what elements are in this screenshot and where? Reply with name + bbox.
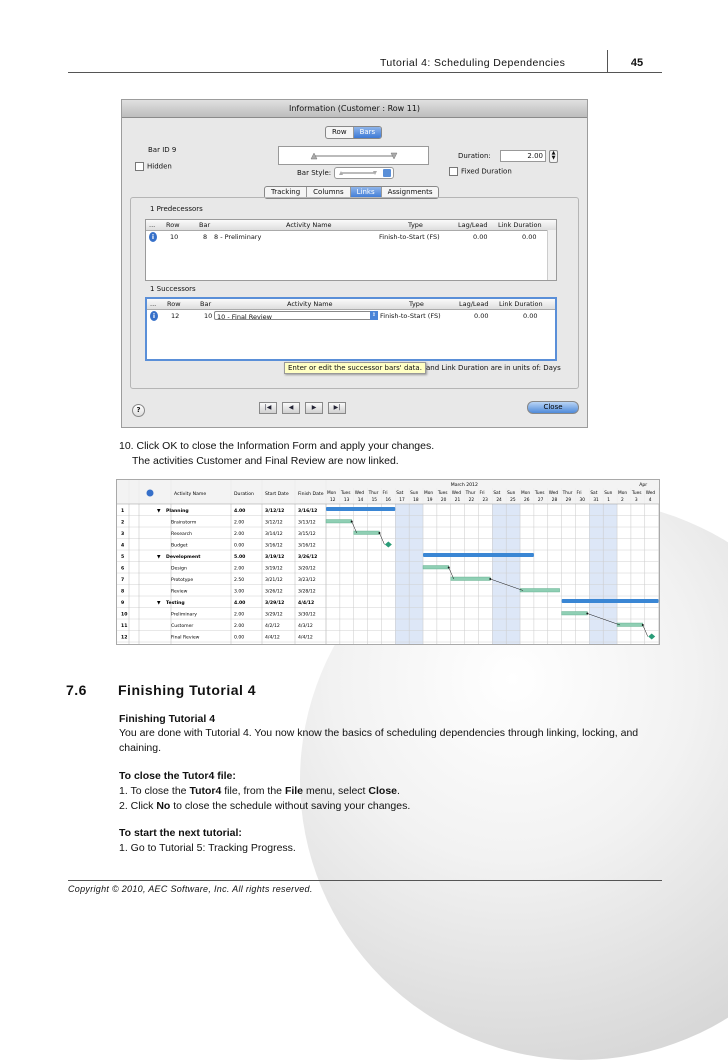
start-cell: 3/29/12 <box>265 612 283 618</box>
info-icon[interactable]: i <box>150 311 158 321</box>
summary-bar <box>326 507 395 511</box>
activity-name: Development <box>166 555 201 560</box>
date-label: 23 <box>482 498 488 503</box>
bar-style-swatch <box>335 168 393 178</box>
date-label: 2 <box>621 498 624 503</box>
cell-bar: 10 <box>204 312 213 320</box>
day-label: Wed <box>354 491 365 496</box>
column-header-duration: Duration <box>234 492 254 497</box>
duration-cell: 3.00 <box>234 589 245 595</box>
finish-cell: 3/23/12 <box>298 578 316 583</box>
bar-preview-graphic <box>279 147 428 164</box>
select-arrows-icon[interactable]: ⇕ <box>371 312 377 318</box>
tab-bars[interactable]: Bars <box>354 127 382 138</box>
start-cell: 3/21/12 <box>265 578 283 583</box>
day-label: Tues <box>534 491 545 496</box>
finish-cell: 3/16/12 <box>298 509 318 514</box>
info-icon[interactable]: i <box>149 232 157 242</box>
cell-lag: 0.00 <box>473 233 488 241</box>
cell-link-duration: 0.00 <box>522 233 537 241</box>
hidden-checkbox-box[interactable] <box>135 162 144 171</box>
text: 2. Click <box>119 800 157 812</box>
row-number: 6 <box>121 566 125 572</box>
gantt-canvas <box>117 480 659 644</box>
column-header-start: Start Date <box>265 492 289 497</box>
start-cell: 3/12/12 <box>265 520 283 526</box>
finish-cell: 4/4/12 <box>298 601 315 606</box>
duration-cell: 2.50 <box>234 578 245 583</box>
task-bar <box>423 566 449 570</box>
column-header-finish: Finish Date <box>298 492 324 497</box>
row-number: 4 <box>121 543 125 549</box>
last-record-icon[interactable]: ▶| <box>328 402 346 414</box>
fixed-duration-checkbox[interactable] <box>449 167 512 176</box>
link-dot <box>489 578 491 580</box>
date-label: 16 <box>385 498 391 503</box>
table-row[interactable] <box>147 311 555 321</box>
day-label: Tues <box>631 491 642 496</box>
task-bar <box>617 623 643 627</box>
activity-select[interactable] <box>214 311 377 320</box>
row-number: 2 <box>121 520 125 526</box>
start-cell: 3/19/12 <box>265 566 283 572</box>
next-month-label: Apr <box>639 483 648 488</box>
finish-cell: 3/26/12 <box>298 555 318 560</box>
predecessors-header <box>146 220 556 231</box>
tab-row[interactable]: Row <box>326 127 354 138</box>
col-activity-name: Activity Name <box>287 300 333 308</box>
date-label: 28 <box>551 498 558 503</box>
cell-row: 12 <box>171 312 180 320</box>
day-label: Mon <box>521 491 531 496</box>
weekend-shade <box>589 504 603 644</box>
successors-grid <box>145 297 557 361</box>
activity-name: Final Review <box>171 635 200 641</box>
milestone-diamond <box>648 634 655 640</box>
subhead: Finishing Tutorial 4 <box>119 713 216 725</box>
task-bar <box>520 589 560 593</box>
row-number: 1 <box>121 509 125 514</box>
text: to close the schedule without saving your changes. <box>170 800 411 812</box>
start-cell: 3/14/12 <box>265 532 283 537</box>
activity-name: Review <box>171 589 188 595</box>
day-label: Tues <box>437 491 448 496</box>
row-number: 9 <box>121 601 125 606</box>
finish-cell: 3/30/12 <box>298 612 316 618</box>
date-label: 4 <box>648 498 652 503</box>
date-label: 25 <box>510 498 516 503</box>
link-dot <box>586 613 588 615</box>
date-label: 24 <box>496 498 502 503</box>
col-row: Row <box>166 221 180 229</box>
duration-cell: 0.00 <box>234 635 245 641</box>
successors-title: 1 Successors <box>150 285 196 293</box>
running-header-title: Tutorial 4: Scheduling Dependencies <box>380 57 566 69</box>
close-heading: To close the Tutor4 file: <box>119 770 236 782</box>
tab-columns[interactable]: Columns <box>307 187 350 198</box>
duration-label: Duration: <box>458 152 491 160</box>
weekend-shade <box>409 504 423 644</box>
col-link-duration: Link Duration <box>499 300 543 308</box>
finish-cell: 4/3/12 <box>298 624 313 629</box>
hidden-checkbox[interactable] <box>135 162 172 171</box>
fixed-duration-label: Fixed Duration <box>461 167 512 176</box>
first-record-icon[interactable]: |◀ <box>259 402 277 414</box>
link-dot <box>448 567 450 569</box>
day-label: Sat <box>396 491 404 496</box>
duration-cell: 4.00 <box>234 509 246 514</box>
hidden-label: Hidden <box>147 162 172 171</box>
section-number: 7.6 <box>66 682 87 698</box>
gantt-chart <box>116 479 660 645</box>
table-row[interactable] <box>146 232 556 242</box>
date-label: 29 <box>565 498 572 503</box>
row-number: 5 <box>121 555 125 560</box>
text: . <box>397 785 400 797</box>
task-bar <box>562 612 588 616</box>
activity-name: Brainstorm <box>171 520 197 526</box>
previous-record-icon[interactable]: ◀ <box>282 402 300 414</box>
day-label: Fri <box>576 491 582 496</box>
finish-cell: 3/13/12 <box>298 520 316 526</box>
start-cell: 3/26/12 <box>265 589 283 595</box>
date-label: 30 <box>579 498 585 503</box>
date-label: 3 <box>634 498 638 503</box>
activity-name: Prototype <box>171 578 194 583</box>
date-label: 18 <box>413 498 419 503</box>
start-cell: 3/19/12 <box>265 555 285 560</box>
col-bar: Bar <box>200 300 212 308</box>
day-label: Mon <box>327 491 337 496</box>
duration-cell: 2.00 <box>234 520 245 526</box>
activity-name: Testing <box>166 601 185 606</box>
weekend-shade <box>492 504 506 644</box>
row-number: 3 <box>121 532 125 537</box>
date-label: 27 <box>537 498 544 503</box>
finish-cell: 3/20/12 <box>298 566 316 572</box>
day-label: Wed <box>451 491 462 496</box>
duration-cell: 5.00 <box>234 555 246 560</box>
duration-cell: 2.00 <box>234 624 245 629</box>
intro-paragraph: You are done with Tutorial 4. You now know the basics of scheduling dependencies through linking, locking, and chaining. <box>119 727 639 754</box>
duration-stepper[interactable] <box>549 150 558 163</box>
activity-name: Customer <box>171 624 194 629</box>
info-icon <box>147 490 154 497</box>
duration-field[interactable]: 2.00 <box>500 150 546 162</box>
tab-tracking[interactable]: Tracking <box>265 187 307 198</box>
footer-copyright: Copyright © 2010, AEC Software, Inc. All rights reserved. <box>68 884 313 894</box>
activity-name: Research <box>171 532 193 537</box>
bar-preview <box>278 146 429 165</box>
units-note: and Link Duration are in units of: Days <box>426 364 561 372</box>
finish-cell: 3/16/12 <box>298 543 316 549</box>
col-row: Row <box>167 300 181 308</box>
scrollbar[interactable] <box>547 230 556 280</box>
tooltip: Enter or edit the successor bars' data. <box>284 362 426 374</box>
day-label: Fri <box>382 491 388 496</box>
date-label: 22 <box>468 498 475 503</box>
dialog-title: Information (Customer : Row 11) <box>122 100 587 118</box>
col-menu[interactable]: ... <box>149 221 156 229</box>
summary-bar <box>423 553 534 557</box>
day-label: Sun <box>410 491 419 496</box>
day-label: Tues <box>340 491 351 496</box>
successors-header <box>147 299 555 310</box>
help-icon[interactable]: ? <box>132 404 145 417</box>
start-cell: 3/29/12 <box>265 601 285 606</box>
start-cell: 4/4/12 <box>265 635 280 641</box>
close-step-1 <box>119 784 400 799</box>
close-button[interactable]: Close <box>527 401 579 414</box>
footer-rule <box>68 880 662 881</box>
duration-cell: 2.00 <box>234 612 245 618</box>
activity-name: Preliminary <box>171 612 197 618</box>
tab-links[interactable]: Links <box>351 187 382 198</box>
cell-type: Finish-to-Start (FS) <box>379 233 440 241</box>
summary-bar <box>562 599 659 603</box>
task-bar <box>326 520 352 524</box>
activity-select-value: 10 - Final Review <box>217 313 272 321</box>
col-lag-lead: Lag/Lead <box>459 300 489 308</box>
link-dot <box>351 521 353 523</box>
task-bar <box>451 577 491 581</box>
date-label: 12 <box>330 498 336 503</box>
date-label: 1 <box>607 498 610 503</box>
column-header-activity: Activity Name <box>174 492 207 497</box>
section-title: Finishing Tutorial 4 <box>118 682 257 698</box>
step-10-result: The activities Customer and Final Review are now linked. <box>132 455 399 467</box>
date-label: 13 <box>343 498 350 503</box>
day-label: Sat <box>590 491 598 496</box>
stepper-up-icon[interactable]: ▲ <box>551 150 556 156</box>
day-label: Thur <box>562 491 573 496</box>
col-type: Type <box>409 300 424 308</box>
date-label: 26 <box>524 498 530 503</box>
day-label: Thur <box>368 491 379 496</box>
date-label: 15 <box>371 498 378 503</box>
text: file, from the <box>221 785 285 797</box>
stepper-down-icon[interactable]: ▼ <box>551 155 556 161</box>
next-heading: To start the next tutorial: <box>119 827 242 839</box>
information-dialog <box>121 99 588 428</box>
day-label: Wed <box>645 491 656 496</box>
duration-cell: 0.00 <box>234 543 245 549</box>
date-label: 31 <box>593 498 599 503</box>
row-number: 7 <box>121 578 125 583</box>
day-label: Sun <box>507 491 516 496</box>
cell-lag: 0.00 <box>474 312 489 320</box>
start-cell: 3/12/12 <box>265 509 285 514</box>
weekend-shade <box>506 504 520 644</box>
bar-style-select[interactable] <box>334 167 394 179</box>
close-step-2 <box>119 799 410 814</box>
bar-id-label: Bar ID 9 <box>148 146 177 154</box>
cell-bar: 8 <box>203 233 208 241</box>
finish-cell: 4/4/12 <box>298 635 313 641</box>
page-number: 45 <box>630 57 644 69</box>
finish-cell: 3/15/12 <box>298 532 316 537</box>
start-cell: 3/16/12 <box>265 543 283 549</box>
activity-name: Planning <box>166 509 189 514</box>
activity-name: Budget <box>171 543 188 549</box>
day-label: Mon <box>424 491 434 496</box>
button-name: No <box>156 800 171 812</box>
date-label: 17 <box>399 498 405 503</box>
text: menu, select <box>303 785 369 797</box>
month-label: March 2012 <box>450 483 478 488</box>
step-10-text: 10. Click OK to close the Information Form and apply your changes. <box>119 440 435 452</box>
predecessors-title: 1 Predecessors <box>150 205 203 213</box>
collapse-triangle-icon: ▼ <box>157 509 161 514</box>
row-number: 12 <box>121 635 128 641</box>
link-dot <box>642 624 644 626</box>
date-label: 14 <box>357 498 364 503</box>
cell-type: Finish-to-Start (FS) <box>380 312 441 320</box>
cell-activity: 8 - Preliminary <box>214 233 262 241</box>
command-name: Close <box>368 785 397 797</box>
col-menu[interactable]: ... <box>150 300 157 308</box>
next-record-icon[interactable]: ▶ <box>305 402 323 414</box>
col-lag-lead: Lag/Lead <box>458 221 488 229</box>
menu-name: File <box>284 785 304 797</box>
predecessors-grid <box>145 219 557 281</box>
cell-row: 10 <box>170 233 179 241</box>
col-activity-name: Activity Name <box>286 221 332 229</box>
col-bar: Bar <box>199 221 211 229</box>
row-number: 10 <box>121 612 128 618</box>
bar-style-label: Bar Style: <box>297 169 332 177</box>
start-cell: 4/2/12 <box>265 624 280 629</box>
date-label: 19 <box>427 498 433 503</box>
header-divider <box>607 50 608 73</box>
task-bar <box>354 531 380 535</box>
finish-cell: 3/28/12 <box>298 589 316 595</box>
text: 1. To close the <box>119 785 190 797</box>
collapse-triangle-icon: ▼ <box>157 601 161 606</box>
date-label: 20 <box>440 498 447 503</box>
row-number: 8 <box>121 589 125 595</box>
day-label: Mon <box>618 491 628 496</box>
day-label: Fri <box>479 491 485 496</box>
header-rule <box>68 72 662 73</box>
row-number: 11 <box>121 624 128 629</box>
fixed-duration-box[interactable] <box>449 167 458 176</box>
file-name: Tutor4 <box>189 785 222 797</box>
collapse-triangle-icon: ▼ <box>157 555 161 560</box>
duration-cell: 4.00 <box>234 601 246 606</box>
day-label: Sun <box>604 491 613 496</box>
date-label: 21 <box>454 498 461 503</box>
day-label: Thur <box>465 491 476 496</box>
weekend-shade <box>395 504 409 644</box>
day-label: Sat <box>493 491 501 496</box>
cell-link-duration: 0.00 <box>523 312 538 320</box>
milestone-diamond <box>385 542 392 548</box>
duration-cell: 2.00 <box>234 532 245 537</box>
next-step-1: 1. Go to Tutorial 5: Tracking Progress. <box>119 842 296 854</box>
tab-assignments[interactable]: Assignments <box>387 188 433 196</box>
col-type: Type <box>408 221 423 229</box>
link-dot <box>378 532 380 534</box>
day-label: Wed <box>548 491 559 496</box>
col-link-duration: Link Duration <box>498 221 542 229</box>
top-tabs <box>325 126 382 139</box>
activity-name: Design <box>171 566 187 572</box>
duration-cell: 2.00 <box>234 566 245 572</box>
